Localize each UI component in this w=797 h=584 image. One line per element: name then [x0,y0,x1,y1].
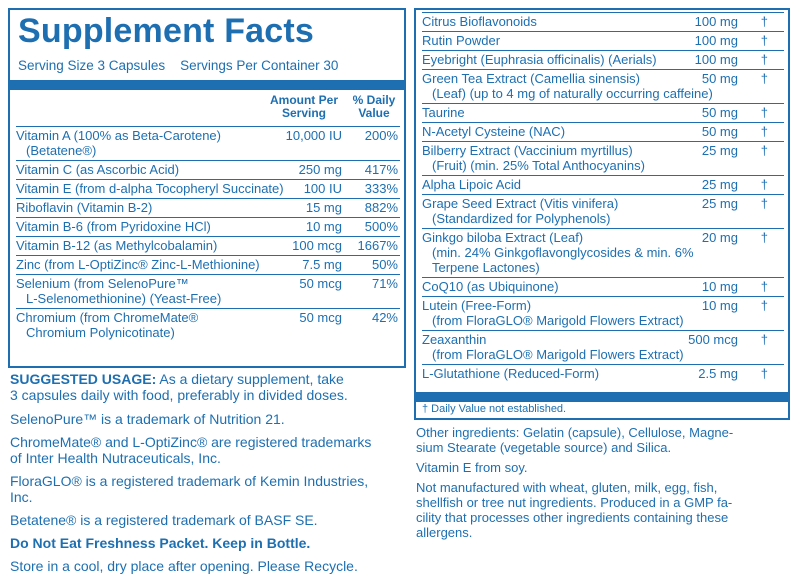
allergen-statement-2: shellfish or tree nut ingredients. Produced in a GMP fa- [416,495,733,510]
nutrient-name [16,257,260,272]
suggested-usage: SUGGESTED USAGE: As a dietary supplement, take [10,371,344,387]
header-daily-value: % Daily Value [352,93,396,120]
nutrient-name-line: Green Tea Extract (Camellia sinensis) [422,71,640,86]
nutrient-amount: 50 mg [701,105,738,120]
table-row [16,217,400,236]
daily-value-footnote: † Daily Value not established. [422,403,567,415]
table-row [422,103,784,122]
nutrient-name-line: L-Glutathione (Reduced-Form) [422,366,600,381]
table-row [422,228,784,277]
table-row [422,330,784,364]
nutrient-name-line: Terpene Lactones) [432,260,540,275]
nutrient-name-line: Selenium (from SelenoPure™ [16,276,189,291]
nutrient-name [422,52,657,67]
servings-per-container: Servings Per Container 30 [180,58,339,73]
nutrient-daily-value: † [760,332,768,347]
nutrient-amount: 20 mg [701,230,738,245]
nutrient-daily-value: 50% [371,257,398,272]
nutrient-amount: 100 mcg [292,238,342,253]
nutrient-name-line: Chromium Polynicotinate) [26,325,175,340]
nutrient-name-line: (from FloraGLO® Marigold Flowers Extract) [432,313,684,328]
other-ingredients-2: sium Stearate (vegetable source) and Silica. [416,440,672,455]
table-row [422,50,784,69]
table-row [16,308,400,342]
nutrient-name [422,14,537,29]
nutrient-amount: 50 mcg [299,276,342,291]
serving-info [18,58,338,73]
nutrient-name [422,71,713,101]
selenopure-note: SelenoPure™ is a trademark of Nutrition 21. [10,411,285,427]
nutrient-name [16,238,217,253]
table-row [422,12,784,31]
table-row [16,126,400,160]
nutrient-name [422,298,684,328]
nutrient-name [422,143,645,173]
nutrient-daily-value: † [760,14,768,29]
nutrient-daily-value: † [760,196,768,211]
nutrient-amount: 100 mg [694,33,738,48]
betatene-note: Betatene® is a registered trademark of BASF SE. [10,512,318,528]
nutrient-daily-value: † [760,298,768,313]
chromemate-note: ChromeMate® and L-OptiZinc® are registered trademarks [10,434,372,450]
nutrient-daily-value: 333% [364,181,398,196]
allergen-statement-3: cility that processes other ingredients containing these [416,510,729,525]
nutrient-name [16,219,211,234]
nutrient-daily-value: † [760,279,768,294]
nutrient-name-line: Ginkgo biloba Extract (Leaf) [422,230,584,245]
table-row [422,141,784,175]
nutrient-name [16,310,198,340]
allergen-statement: Not manufactured with wheat, gluten, milk, egg, fish, [416,480,718,495]
table-row [16,179,400,198]
nutrient-name-line: (from FloraGLO® Marigold Flowers Extract) [432,347,684,362]
nutrient-amount: 25 mg [701,177,738,192]
nutrient-name [422,196,618,226]
nutrient-amount: 50 mg [701,124,738,139]
nutrient-amount: 10 mg [305,219,342,234]
nutrient-name-line: Chromium (from ChromeMate® [16,310,199,325]
nutrient-amount: 25 mg [701,143,738,158]
nutrient-name [422,33,500,48]
nutrient-amount: 2.5 mg [698,366,738,381]
table-row [422,69,784,103]
nutrient-name-line: Vitamin E (from d-alpha Tocopheryl Succinate) [16,181,284,196]
header-amount-per-serving: Amount Per Serving [269,93,338,120]
nutrient-amount: 100 IU [303,181,342,196]
table-row [422,194,784,228]
nutrient-name [16,200,152,215]
nutrient-amount: 15 mg [305,200,342,215]
other-ingredients: Other ingredients: Gelatin (capsule), Cellulose, Magne- [416,425,734,440]
nutrient-daily-value: 500% [364,219,398,234]
nutrient-name [16,181,284,196]
nutrient-name-line: (Standardized for Polyphenols) [432,211,611,226]
chromemate-note-2: of Inter Health Nutraceuticals, Inc. [10,450,221,466]
thick-divider [10,80,404,90]
nutrient-name-line: (Betatene®) [26,143,97,158]
nutrient-daily-value: 200% [364,128,398,143]
nutrient-daily-value: † [760,143,768,158]
table-row [422,296,784,330]
allergen-statement-4: allergens. [416,525,473,540]
nutrient-name-line: (Fruit) (min. 25% Total Anthocyanins) [432,158,645,173]
nutrient-name-line: N-Acetyl Cysteine (NAC) [422,124,566,139]
usage-label: SUGGESTED USAGE: [10,371,157,387]
nutrient-name [16,162,179,177]
nutrient-amount: 500 mcg [688,332,738,347]
table-row [422,31,784,50]
nutrient-name [422,124,565,139]
nutrient-name [16,128,221,158]
floraglo-note: FloraGLO® is a registered trademark of Kemin Industries, [10,473,369,489]
nutrient-amount: 250 mg [298,162,342,177]
nutrient-name-line: Bilberry Extract (Vaccinium myrtillus) [422,143,633,158]
nutrient-daily-value: 71% [371,276,398,291]
nutrient-daily-value: 42% [371,310,398,325]
nutrient-name [422,105,465,120]
page-title: Supplement Facts [18,12,315,50]
nutrient-name-line: Zinc (from L-OptiZinc® Zinc-L-Methionine) [16,257,260,272]
nutrient-name-line: Eyebright (Euphrasia officinalis) (Aerials) [422,52,657,67]
nutrient-amount: 10 mg [701,298,738,313]
floraglo-note-2: Inc. [10,489,33,505]
table-row [16,198,400,217]
nutrient-daily-value: † [760,124,768,139]
nutrient-daily-value: 882% [364,200,398,215]
nutrient-name [422,177,521,192]
table-row [16,255,400,274]
usage-text: 3 capsules daily with food, preferably in divided doses. [10,387,348,403]
table-row [16,236,400,255]
nutrient-name [422,230,694,275]
thick-divider-bottom [416,392,788,402]
nutrient-name-line: (min. 24% Ginkgoflavonglycosides & min. 6% [432,245,694,260]
nutrient-amount: 50 mcg [299,310,342,325]
table-row [422,277,784,296]
nutrient-daily-value: † [760,71,768,86]
nutrient-amount: 100 mg [694,14,738,29]
serving-size: Serving Size 3 Capsules [18,58,166,73]
nutrient-name-line: Vitamin B-12 (as Methylcobalamin) [16,238,218,253]
table-row [422,175,784,194]
nutrient-name [422,332,684,362]
table-row [422,364,784,383]
nutrient-name-line: Taurine [422,105,465,120]
nutrient-daily-value: 417% [364,162,398,177]
nutrient-name-line: L-Selenomethionine) (Yeast-Free) [26,291,222,306]
vitamin-e-source: Vitamin E from soy. [416,460,528,475]
nutrient-amount: 10,000 IU [285,128,342,143]
nutrient-name-line: Rutin Powder [422,33,501,48]
nutrient-name-line: (Leaf) (up to 4 mg of naturally occurring caffeine) [432,86,713,101]
nutrient-amount: 10 mg [701,279,738,294]
nutrient-name-line: Alpha Lipoic Acid [422,177,522,192]
supplement-facts-panel-right [414,8,790,420]
nutrient-name-line: Citrus Bioflavonoids [422,14,537,29]
nutrient-amount: 50 mg [701,71,738,86]
nutrient-name-line: Vitamin B-6 (from Pyridoxine HCl) [16,219,211,234]
nutrient-name-line: Lutein (Free-Form) [422,298,532,313]
nutrient-name-line: Grape Seed Extract (Vitis vinifera) [422,196,619,211]
nutrient-name-line: Riboflavin (Vitamin B-2) [16,200,153,215]
nutrient-daily-value: † [760,33,768,48]
nutrient-name-line: CoQ10 (as Ubiquinone) [422,279,559,294]
nutrient-name [16,276,221,306]
table-row [16,160,400,179]
nutrient-daily-value: † [760,105,768,120]
storage-note: Store in a cool, dry place after opening. Please Recycle. [10,558,358,574]
nutrient-amount: 100 mg [694,52,738,67]
nutrient-amount: 25 mg [701,196,738,211]
nutrient-daily-value: † [760,230,768,245]
table-row [16,274,400,308]
nutrient-name-line: Zeaxanthin [422,332,487,347]
nutrient-daily-value: † [760,177,768,192]
supplement-facts-panel-left [8,8,406,368]
nutrient-daily-value: † [760,366,768,381]
nutrient-amount: 7.5 mg [302,257,342,272]
freshness-packet-warning: Do Not Eat Freshness Packet. Keep in Bottle. [10,535,311,551]
nutrient-name-line: Vitamin A (100% as Beta-Carotene) [16,128,221,143]
nutrient-name [422,279,559,294]
table-row [422,122,784,141]
nutrient-name-line: Vitamin C (as Ascorbic Acid) [16,162,180,177]
nutrient-daily-value: 1667% [357,238,398,253]
nutrient-name [422,366,599,381]
nutrient-daily-value: † [760,52,768,67]
